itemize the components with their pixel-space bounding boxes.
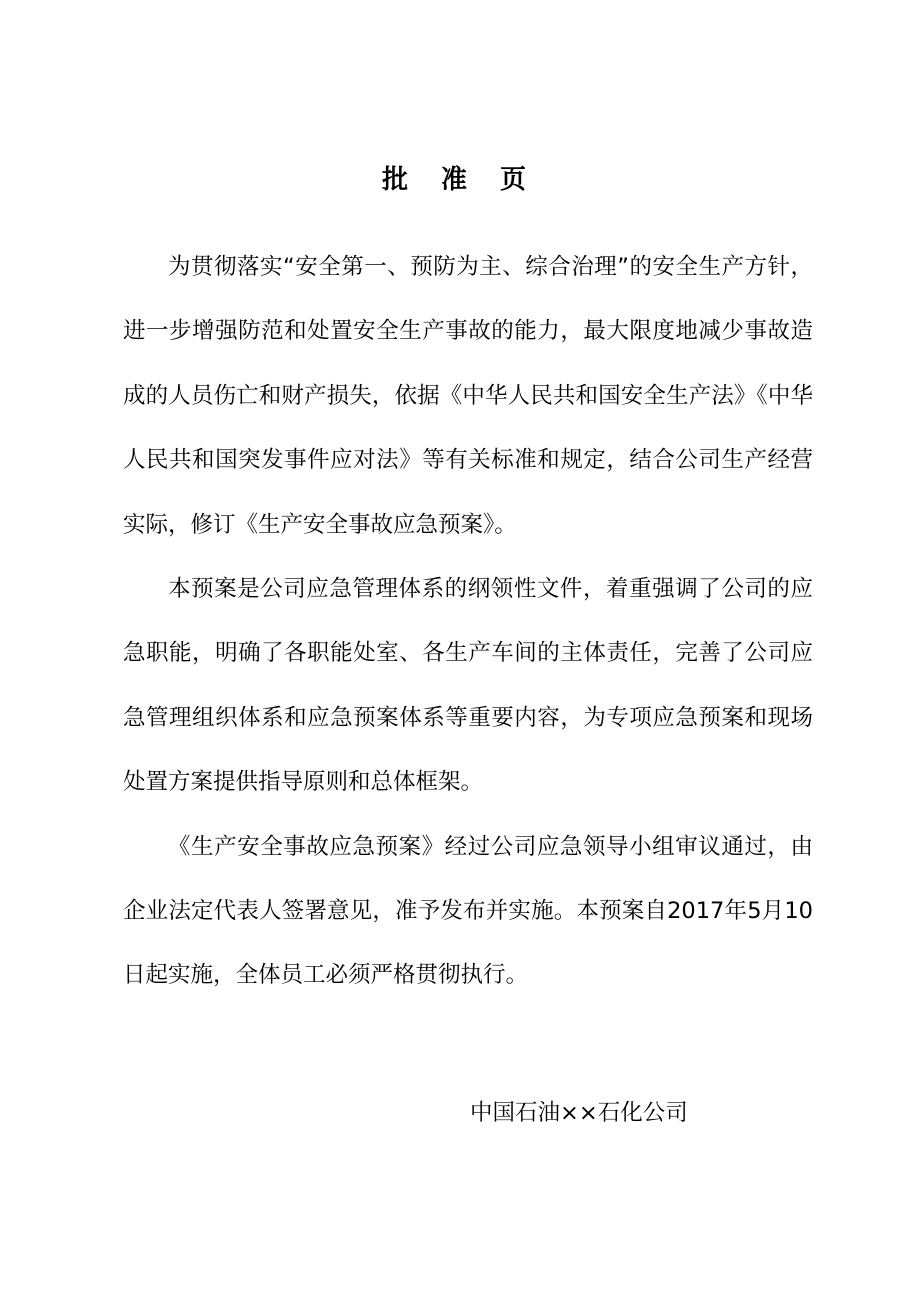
company-signature: 中国石油××石化公司 [470,1100,688,1126]
paragraph-purpose: 为贯彻落实“安全第一、预防为主、综合治理”的安全生产方针，进一步增强防范和处置安全生产事故的能力，最大限度地减少事故造成的人员伤亡和财产损失，依据《中华人民共和国安全生产法》《中华人民共和国突发事件应对法》等有关标准和规定，结合公司生产经营实际，修订《生产安全事故应急预案》。 [123,254,813,538]
paragraph-approval: 《生产安全事故应急预案》经过公司应急领导小组审议通过，由企业法定代表人签署意见，准予发布并实施。本预案自2017年5月10日起实施，全体员工必须严格贯彻执行。 [123,833,813,989]
paragraph-scope: 本预案是公司应急管理体系的纲领性文件，着重强调了公司的应急职能，明确了各职能处室、各生产车间的主体责任，完善了公司应急管理组织体系和应急预案体系等重要内容，为专项应急预案和现场处置方案提供指导原则和总体框架。 [123,576,813,796]
page-title: 批 准 页 [381,165,539,195]
document-body [123,235,813,1008]
